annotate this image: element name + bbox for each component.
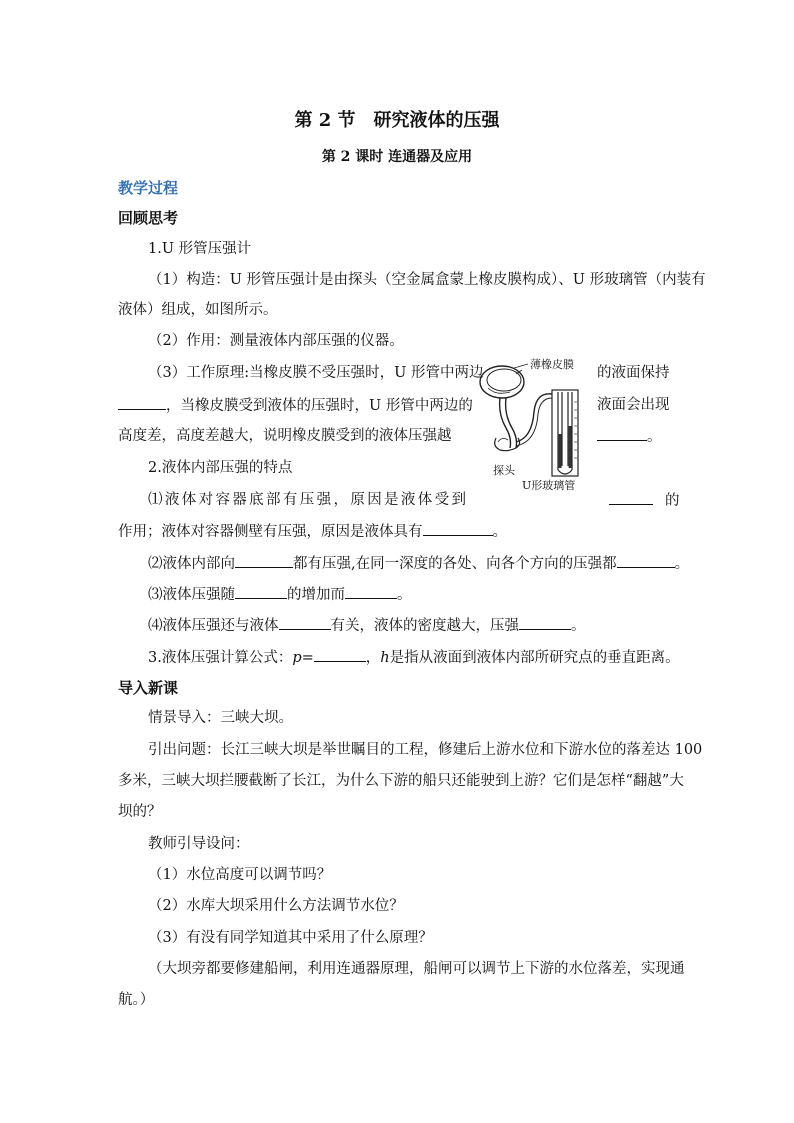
review-item2-title: 2.液体内部压强的特点: [148, 460, 293, 476]
page-subtitle: 第 2 课时 连通器及应用: [321, 149, 473, 165]
section-review: 回顾思考: [118, 209, 179, 227]
answer-blank[interactable]: [609, 490, 653, 505]
review-p2: （2）作用：测量液体内部压强的仪器。: [148, 333, 404, 349]
answer-blank[interactable]: [617, 553, 675, 568]
answer-blank[interactable]: [235, 553, 293, 568]
intro-note-line1: （大坝旁都要修建船闸，利用连通器原理，船闸可以调节上下游的水位落差，实现通: [148, 961, 685, 977]
answer-blank[interactable]: [279, 615, 331, 630]
page-title: 第 2 节 研究液体的压强: [294, 110, 500, 131]
review-q1-right: 的: [609, 490, 680, 511]
review-p3-line3-right: 。: [597, 426, 662, 447]
review-p3-line2-right: 液面会出现: [597, 397, 670, 413]
review-item1-title: 1.U 形管压强计: [148, 241, 252, 257]
figure-label-u-tube: U形玻璃管: [522, 479, 576, 492]
answer-blank[interactable]: [235, 584, 287, 599]
intro-scene: 情景导入：三峡大坝。: [148, 710, 293, 726]
intro-teacher: 教师引导设问：: [148, 836, 250, 852]
review-p3-line2: ，当橡皮膜受到液体的压强时，U 形管中两边的: [118, 395, 473, 416]
review-q1-left: ⑴液体对容器底部有压强，原因是液体受到: [148, 492, 466, 508]
answer-blank[interactable]: [597, 426, 647, 441]
review-q3: ⑶液体压强随 的增加而 。: [148, 584, 412, 605]
figure-label-probe: 探头: [493, 464, 515, 477]
review-q4: ⑷液体压强还与液体 有关，液体的密度越大，压强 。: [148, 615, 586, 636]
review-item3: 3.液体压强计算公式：p= ，h是指从液面到液体内部所研究点的垂直距离。: [148, 647, 680, 668]
answer-blank[interactable]: [423, 521, 493, 536]
intro-note-line2: 航。）: [118, 992, 155, 1008]
review-p3-line1-left: （3）工作原理:当橡皮膜不受压强时，U 形管中两边: [148, 365, 484, 381]
intro-question-line3: 坝的？: [118, 804, 162, 820]
answer-blank[interactable]: [519, 615, 571, 630]
figure-label-membrane: 薄橡皮膜: [530, 358, 574, 371]
review-q2: ⑵液体内部向 都有压强,在同一深度的各处、向各个方向的压强都 。: [148, 553, 689, 574]
intro-t2: （2）水库大坝采用什么方法调节水位？: [148, 898, 404, 914]
intro-question-line1: 引出问题：长江三峡大坝是举世瞩目的工程，修建后上游水位和下游水位的落差达 100: [148, 742, 703, 758]
review-p1-line2: 液体）组成，如图所示。: [118, 302, 278, 318]
review-p3-line1-right: 的液面保持: [597, 365, 670, 381]
intro-t3: （3）有没有同学知道其中采用了什么原理？: [148, 930, 433, 946]
intro-question-line2: 多米，三峡大坝拦腰截断了长江，为什么下游的船只还能驶到上游？它们是怎样“翻越”大: [118, 773, 684, 789]
section-intro: 导入新课: [118, 679, 179, 697]
review-p3-line3-left: 高度差，高度差越大，说明橡皮膜受到的液体压强越: [118, 428, 452, 444]
answer-blank[interactable]: [314, 647, 366, 662]
review-p1-line1: （1）构造：U 形管压强计是由探头（空金属盒蒙上橡皮膜构成）、U 形玻璃管（内装有: [148, 272, 706, 288]
intro-t1: （1）水位高度可以调节吗？: [148, 867, 332, 883]
review-q1-line2: 作用；液体对容器侧壁有压强，原因是液体具有 。: [118, 521, 507, 542]
answer-blank[interactable]: [118, 395, 166, 410]
answer-blank[interactable]: [345, 584, 397, 599]
section-teaching-process: 教学过程: [118, 179, 179, 197]
